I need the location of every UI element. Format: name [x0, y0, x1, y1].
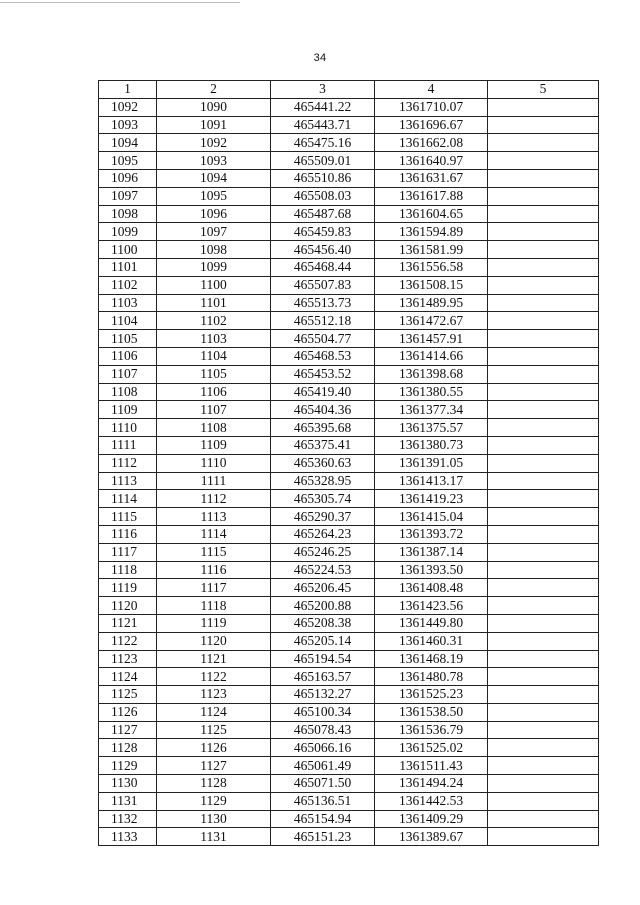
cell-point-number-alt: 1095 — [157, 187, 271, 205]
table-row — [99, 205, 599, 223]
cell-note — [488, 116, 599, 134]
table-row — [99, 721, 599, 739]
cell-y-coordinate: 1361393.50 — [375, 561, 488, 579]
cell-point-number: 1102 — [99, 276, 157, 294]
cell-point-number-alt: 1121 — [157, 650, 271, 668]
page-number: 34 — [313, 52, 327, 64]
table-row — [99, 597, 599, 615]
coordinates-table — [98, 80, 599, 846]
cell-note — [488, 454, 599, 472]
cell-point-number-alt: 1127 — [157, 757, 271, 775]
cell-x-coordinate: 465419.40 — [271, 383, 375, 401]
cell-point-number: 1133 — [99, 828, 157, 846]
cell-point-number-alt: 1128 — [157, 775, 271, 793]
cell-point-number: 1093 — [99, 116, 157, 134]
cell-x-coordinate: 465305.74 — [271, 490, 375, 508]
cell-x-coordinate: 465100.34 — [271, 703, 375, 721]
table-row — [99, 241, 599, 259]
cell-x-coordinate: 465456.40 — [271, 241, 375, 259]
cell-point-number-alt: 1119 — [157, 614, 271, 632]
cell-x-coordinate: 465136.51 — [271, 792, 375, 810]
cell-point-number: 1123 — [99, 650, 157, 668]
cell-point-number: 1126 — [99, 703, 157, 721]
table-row — [99, 187, 599, 205]
cell-note — [488, 614, 599, 632]
table-row — [99, 810, 599, 828]
cell-point-number: 1098 — [99, 205, 157, 223]
cell-note — [488, 632, 599, 650]
cell-x-coordinate: 465078.43 — [271, 721, 375, 739]
cell-point-number-alt: 1115 — [157, 543, 271, 561]
cell-y-coordinate: 1361472.67 — [375, 312, 488, 330]
cell-y-coordinate: 1361480.78 — [375, 668, 488, 686]
cell-y-coordinate: 1361696.67 — [375, 116, 488, 134]
cell-y-coordinate: 1361389.67 — [375, 828, 488, 846]
cell-x-coordinate: 465071.50 — [271, 775, 375, 793]
cell-x-coordinate: 465205.14 — [271, 632, 375, 650]
cell-y-coordinate: 1361538.50 — [375, 703, 488, 721]
cell-note — [488, 436, 599, 454]
cell-y-coordinate: 1361419.23 — [375, 490, 488, 508]
header-col-2: 2 — [157, 81, 271, 99]
cell-point-number: 1110 — [99, 419, 157, 437]
cell-x-coordinate: 465395.68 — [271, 419, 375, 437]
cell-point-number-alt: 1104 — [157, 347, 271, 365]
cell-x-coordinate: 465200.88 — [271, 597, 375, 615]
cell-note — [488, 757, 599, 775]
cell-y-coordinate: 1361387.14 — [375, 543, 488, 561]
cell-x-coordinate: 465468.53 — [271, 347, 375, 365]
cell-note — [488, 703, 599, 721]
table-row — [99, 614, 599, 632]
cell-note — [488, 579, 599, 597]
cell-y-coordinate: 1361581.99 — [375, 241, 488, 259]
table-row — [99, 472, 599, 490]
table-row — [99, 276, 599, 294]
header-col-5: 5 — [488, 81, 599, 99]
cell-note — [488, 828, 599, 846]
cell-point-number-alt: 1107 — [157, 401, 271, 419]
table-row — [99, 98, 599, 116]
table-body — [99, 98, 599, 845]
cell-note — [488, 419, 599, 437]
cell-note — [488, 205, 599, 223]
cell-x-coordinate: 465194.54 — [271, 650, 375, 668]
cell-point-number: 1130 — [99, 775, 157, 793]
cell-point-number-alt: 1092 — [157, 134, 271, 152]
cell-point-number-alt: 1117 — [157, 579, 271, 597]
cell-note — [488, 792, 599, 810]
cell-point-number-alt: 1111 — [157, 472, 271, 490]
cell-point-number-alt: 1113 — [157, 508, 271, 526]
table-header-row — [99, 81, 599, 99]
table-row — [99, 258, 599, 276]
cell-note — [488, 508, 599, 526]
cell-x-coordinate: 465360.63 — [271, 454, 375, 472]
cell-point-number-alt: 1122 — [157, 668, 271, 686]
cell-y-coordinate: 1361489.95 — [375, 294, 488, 312]
cell-point-number-alt: 1090 — [157, 98, 271, 116]
cell-x-coordinate: 465208.38 — [271, 614, 375, 632]
cell-note — [488, 775, 599, 793]
table-row — [99, 169, 599, 187]
cell-x-coordinate: 465154.94 — [271, 810, 375, 828]
cell-point-number-alt: 1125 — [157, 721, 271, 739]
table-row — [99, 525, 599, 543]
table-row — [99, 312, 599, 330]
cell-x-coordinate: 465512.18 — [271, 312, 375, 330]
cell-y-coordinate: 1361662.08 — [375, 134, 488, 152]
cell-point-number: 1129 — [99, 757, 157, 775]
table-row — [99, 775, 599, 793]
cell-x-coordinate: 465459.83 — [271, 223, 375, 241]
table-row — [99, 134, 599, 152]
cell-point-number: 1108 — [99, 383, 157, 401]
cell-x-coordinate: 465441.22 — [271, 98, 375, 116]
cell-note — [488, 383, 599, 401]
cell-y-coordinate: 1361449.80 — [375, 614, 488, 632]
cell-point-number: 1099 — [99, 223, 157, 241]
cell-x-coordinate: 465328.95 — [271, 472, 375, 490]
cell-point-number-alt: 1118 — [157, 597, 271, 615]
cell-point-number-alt: 1129 — [157, 792, 271, 810]
cell-point-number: 1122 — [99, 632, 157, 650]
table-row — [99, 365, 599, 383]
cell-note — [488, 739, 599, 757]
cell-x-coordinate: 465151.23 — [271, 828, 375, 846]
cell-point-number-alt: 1106 — [157, 383, 271, 401]
cell-x-coordinate: 465375.41 — [271, 436, 375, 454]
header-col-3: 3 — [271, 81, 375, 99]
cell-note — [488, 543, 599, 561]
table-row — [99, 436, 599, 454]
cell-y-coordinate: 1361457.91 — [375, 330, 488, 348]
cell-point-number: 1114 — [99, 490, 157, 508]
table-row — [99, 828, 599, 846]
cell-note — [488, 490, 599, 508]
cell-point-number: 1103 — [99, 294, 157, 312]
cell-point-number: 1118 — [99, 561, 157, 579]
table-row — [99, 223, 599, 241]
cell-point-number: 1113 — [99, 472, 157, 490]
cell-point-number-alt: 1101 — [157, 294, 271, 312]
table-row — [99, 508, 599, 526]
cell-y-coordinate: 1361525.23 — [375, 686, 488, 704]
cell-point-number: 1125 — [99, 686, 157, 704]
table-row — [99, 543, 599, 561]
cell-note — [488, 668, 599, 686]
cell-x-coordinate: 465061.49 — [271, 757, 375, 775]
cell-y-coordinate: 1361631.67 — [375, 169, 488, 187]
cell-x-coordinate: 465508.03 — [271, 187, 375, 205]
table-row — [99, 757, 599, 775]
cell-point-number-alt: 1108 — [157, 419, 271, 437]
cell-point-number: 1131 — [99, 792, 157, 810]
cell-note — [488, 810, 599, 828]
cell-y-coordinate: 1361415.04 — [375, 508, 488, 526]
cell-x-coordinate: 465509.01 — [271, 152, 375, 170]
cell-note — [488, 525, 599, 543]
cell-x-coordinate: 465404.36 — [271, 401, 375, 419]
cell-x-coordinate: 465453.52 — [271, 365, 375, 383]
cell-point-number: 1121 — [99, 614, 157, 632]
cell-note — [488, 258, 599, 276]
cell-note — [488, 294, 599, 312]
cell-y-coordinate: 1361375.57 — [375, 419, 488, 437]
table-row — [99, 561, 599, 579]
table-row — [99, 632, 599, 650]
cell-x-coordinate: 465132.27 — [271, 686, 375, 704]
cell-point-number-alt: 1120 — [157, 632, 271, 650]
table-row — [99, 579, 599, 597]
cell-point-number: 1094 — [99, 134, 157, 152]
cell-point-number: 1100 — [99, 241, 157, 259]
cell-x-coordinate: 465206.45 — [271, 579, 375, 597]
cell-y-coordinate: 1361494.24 — [375, 775, 488, 793]
cell-note — [488, 347, 599, 365]
cell-note — [488, 721, 599, 739]
cell-y-coordinate: 1361508.15 — [375, 276, 488, 294]
cell-point-number: 1116 — [99, 525, 157, 543]
cell-x-coordinate: 465507.83 — [271, 276, 375, 294]
cell-point-number-alt: 1102 — [157, 312, 271, 330]
cell-note — [488, 152, 599, 170]
cell-x-coordinate: 465510.86 — [271, 169, 375, 187]
cell-note — [488, 223, 599, 241]
cell-y-coordinate: 1361393.72 — [375, 525, 488, 543]
cell-y-coordinate: 1361377.34 — [375, 401, 488, 419]
cell-point-number-alt: 1116 — [157, 561, 271, 579]
table-row — [99, 116, 599, 134]
cell-x-coordinate: 465066.16 — [271, 739, 375, 757]
cell-point-number-alt: 1112 — [157, 490, 271, 508]
cell-note — [488, 597, 599, 615]
table-row — [99, 152, 599, 170]
cell-note — [488, 401, 599, 419]
cell-point-number: 1105 — [99, 330, 157, 348]
cell-point-number: 1111 — [99, 436, 157, 454]
cell-x-coordinate: 465487.68 — [271, 205, 375, 223]
cell-y-coordinate: 1361604.65 — [375, 205, 488, 223]
table-row — [99, 490, 599, 508]
cell-point-number: 1120 — [99, 597, 157, 615]
cell-x-coordinate: 465163.57 — [271, 668, 375, 686]
cell-y-coordinate: 1361617.88 — [375, 187, 488, 205]
cell-point-number: 1095 — [99, 152, 157, 170]
cell-point-number: 1109 — [99, 401, 157, 419]
cell-point-number: 1097 — [99, 187, 157, 205]
cell-y-coordinate: 1361423.56 — [375, 597, 488, 615]
cell-point-number: 1107 — [99, 365, 157, 383]
cell-point-number: 1132 — [99, 810, 157, 828]
cell-y-coordinate: 1361525.02 — [375, 739, 488, 757]
cell-note — [488, 686, 599, 704]
cell-point-number-alt: 1103 — [157, 330, 271, 348]
table-row — [99, 703, 599, 721]
cell-point-number-alt: 1130 — [157, 810, 271, 828]
cell-y-coordinate: 1361556.58 — [375, 258, 488, 276]
cell-y-coordinate: 1361442.53 — [375, 792, 488, 810]
header-col-4: 4 — [375, 81, 488, 99]
cell-point-number: 1124 — [99, 668, 157, 686]
cell-note — [488, 330, 599, 348]
table-row — [99, 294, 599, 312]
cell-note — [488, 472, 599, 490]
cell-x-coordinate: 465513.73 — [271, 294, 375, 312]
table-row — [99, 686, 599, 704]
cell-y-coordinate: 1361536.79 — [375, 721, 488, 739]
table-row — [99, 347, 599, 365]
cell-point-number-alt: 1123 — [157, 686, 271, 704]
cell-x-coordinate: 465290.37 — [271, 508, 375, 526]
cell-point-number-alt: 1124 — [157, 703, 271, 721]
cell-x-coordinate: 465264.23 — [271, 525, 375, 543]
cell-y-coordinate: 1361380.55 — [375, 383, 488, 401]
cell-note — [488, 187, 599, 205]
table-row — [99, 383, 599, 401]
cell-point-number: 1106 — [99, 347, 157, 365]
cell-point-number-alt: 1126 — [157, 739, 271, 757]
cell-y-coordinate: 1361710.07 — [375, 98, 488, 116]
cell-point-number: 1127 — [99, 721, 157, 739]
cell-note — [488, 312, 599, 330]
table-row — [99, 419, 599, 437]
table-row — [99, 739, 599, 757]
cell-point-number-alt: 1097 — [157, 223, 271, 241]
cell-point-number-alt: 1109 — [157, 436, 271, 454]
table-row — [99, 330, 599, 348]
cell-point-number: 1128 — [99, 739, 157, 757]
cell-note — [488, 98, 599, 116]
cell-point-number: 1096 — [99, 169, 157, 187]
cell-point-number-alt: 1093 — [157, 152, 271, 170]
cell-y-coordinate: 1361413.17 — [375, 472, 488, 490]
cell-note — [488, 365, 599, 383]
table-row — [99, 650, 599, 668]
top-rule — [0, 2, 240, 3]
table-row — [99, 454, 599, 472]
cell-y-coordinate: 1361398.68 — [375, 365, 488, 383]
cell-point-number-alt: 1114 — [157, 525, 271, 543]
cell-y-coordinate: 1361460.31 — [375, 632, 488, 650]
table-row — [99, 792, 599, 810]
cell-y-coordinate: 1361391.05 — [375, 454, 488, 472]
cell-x-coordinate: 465504.77 — [271, 330, 375, 348]
cell-point-number: 1112 — [99, 454, 157, 472]
cell-note — [488, 134, 599, 152]
cell-x-coordinate: 465224.53 — [271, 561, 375, 579]
cell-note — [488, 276, 599, 294]
cell-x-coordinate: 465246.25 — [271, 543, 375, 561]
cell-y-coordinate: 1361408.48 — [375, 579, 488, 597]
cell-x-coordinate: 465475.16 — [271, 134, 375, 152]
cell-x-coordinate: 465468.44 — [271, 258, 375, 276]
cell-point-number-alt: 1091 — [157, 116, 271, 134]
cell-point-number-alt: 1105 — [157, 365, 271, 383]
cell-point-number: 1119 — [99, 579, 157, 597]
cell-point-number-alt: 1110 — [157, 454, 271, 472]
cell-point-number-alt: 1099 — [157, 258, 271, 276]
cell-y-coordinate: 1361380.73 — [375, 436, 488, 454]
cell-note — [488, 241, 599, 259]
cell-note — [488, 561, 599, 579]
cell-point-number: 1117 — [99, 543, 157, 561]
cell-point-number: 1101 — [99, 258, 157, 276]
cell-y-coordinate: 1361409.29 — [375, 810, 488, 828]
cell-x-coordinate: 465443.71 — [271, 116, 375, 134]
header-col-1: 1 — [99, 81, 157, 99]
cell-point-number: 1092 — [99, 98, 157, 116]
cell-y-coordinate: 1361594.89 — [375, 223, 488, 241]
cell-point-number-alt: 1100 — [157, 276, 271, 294]
table-row — [99, 401, 599, 419]
cell-point-number-alt: 1131 — [157, 828, 271, 846]
cell-point-number-alt: 1098 — [157, 241, 271, 259]
cell-y-coordinate: 1361414.66 — [375, 347, 488, 365]
cell-note — [488, 169, 599, 187]
cell-point-number-alt: 1094 — [157, 169, 271, 187]
cell-point-number-alt: 1096 — [157, 205, 271, 223]
cell-point-number: 1115 — [99, 508, 157, 526]
cell-note — [488, 650, 599, 668]
cell-y-coordinate: 1361640.97 — [375, 152, 488, 170]
cell-y-coordinate: 1361468.19 — [375, 650, 488, 668]
table-row — [99, 668, 599, 686]
cell-y-coordinate: 1361511.43 — [375, 757, 488, 775]
cell-point-number: 1104 — [99, 312, 157, 330]
